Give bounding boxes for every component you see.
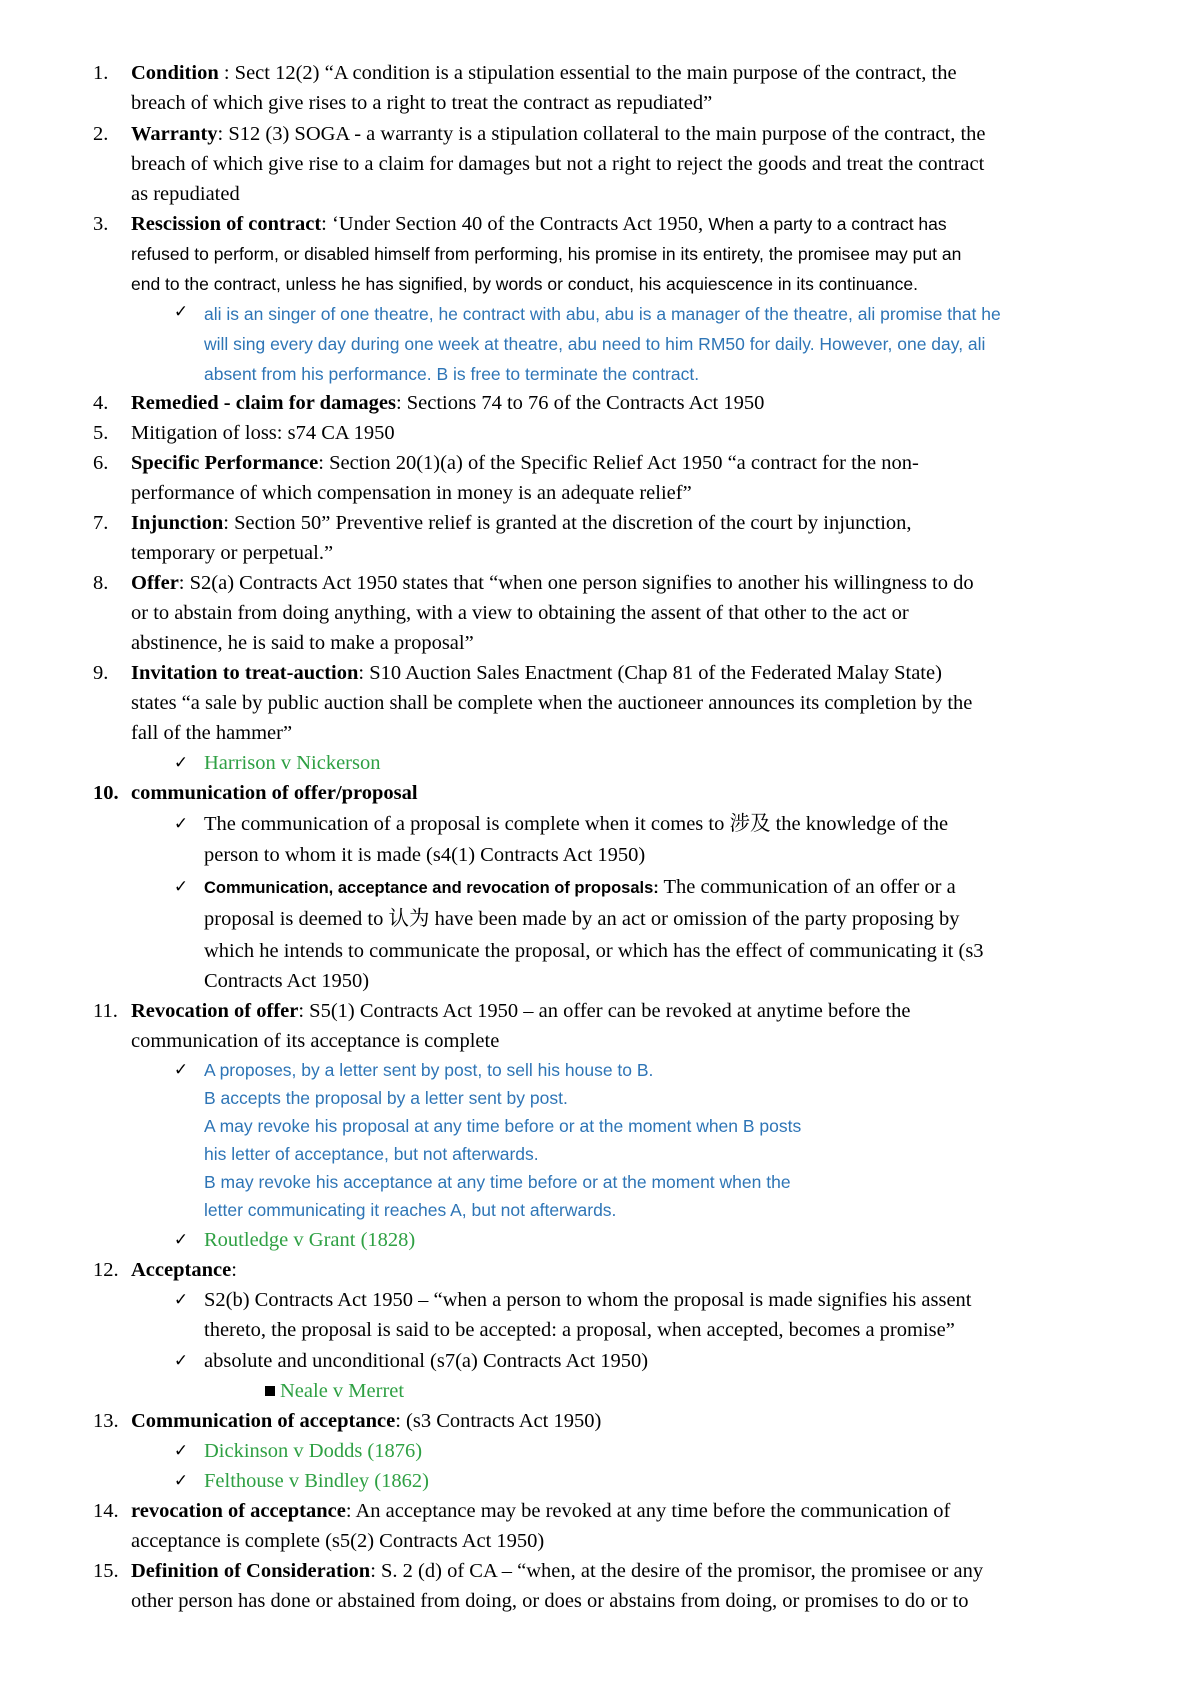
item-text: : S10 Auction Sales Enactment (Chap 81 of the Federated Malay State): [358, 662, 942, 684]
item-text: : (s3 Contracts Act 1950): [395, 1410, 602, 1432]
checkmark-icon: ✓: [173, 302, 189, 322]
checkmark-icon: ✓: [173, 753, 189, 773]
item-number: 10.: [93, 782, 119, 804]
item-text: The communication of a proposal is complete when it comes to 涉及 the knowledge of the: [204, 813, 949, 835]
item-text: S2(b) Contracts Act 1950 – “when a person to whom the proposal is made signifies his assent: [204, 1289, 972, 1311]
item-number: 6.: [93, 452, 109, 474]
checkmark-icon: ✓: [173, 1471, 189, 1491]
item-number: 5.: [93, 422, 109, 444]
item-number: 13.: [93, 1410, 119, 1432]
item-text: person to whom it is made (s4(1) Contracts Act 1950): [204, 844, 646, 866]
example-text: his letter of acceptance, but not afterwards.: [204, 1144, 539, 1164]
item-text: fall of the hammer”: [131, 722, 293, 744]
case-citation: Harrison v Nickerson: [204, 752, 381, 774]
item-text: : S12 (3) SOGA - a warranty is a stipulation collateral to the main purpose of the contract, the: [217, 123, 986, 145]
example-text: letter communicating it reaches A, but not afterwards.: [204, 1200, 617, 1220]
item-text: :: [231, 1259, 237, 1281]
term-heading: Warranty: [131, 123, 218, 145]
item-text: : Section 20(1)(a) of the Specific Relief Act 1950 “a contract for the non-: [318, 452, 919, 474]
term-heading: Revocation of offer: [131, 1000, 299, 1022]
item-text: Contracts Act 1950): [204, 970, 370, 992]
item-text: absolute and unconditional (s7(a) Contracts Act 1950): [204, 1350, 649, 1372]
term-heading: Acceptance: [131, 1259, 232, 1281]
item-text: : S2(a) Contracts Act 1950 states that “when one person signifies to another his willingness to do: [178, 572, 974, 594]
item-text: which he intends to communicate the proposal, or which has the effect of communicating it (s3: [204, 940, 984, 962]
checkmark-icon: ✓: [173, 1060, 189, 1080]
item-text: acceptance is complete (s5(2) Contracts Act 1950): [131, 1530, 545, 1552]
term-heading: Remedied - claim for damages: [131, 392, 396, 414]
item-text: breach of which give rises to a right to treat the contract as repudiated”: [131, 92, 713, 114]
item-text: When a party to a contract has: [708, 214, 947, 234]
checkmark-icon: ✓: [173, 1230, 189, 1250]
item-number: 14.: [93, 1500, 119, 1522]
term-heading: Injunction: [131, 512, 224, 534]
square-bullet-icon: [265, 1386, 275, 1396]
case-citation: Dickinson v Dodds (1876): [204, 1440, 423, 1462]
example-text: A proposes, by a letter sent by post, to sell his house to B.: [204, 1060, 654, 1080]
item-text: or to abstain from doing anything, with a view to obtaining the assent of that other to the act or: [131, 602, 909, 624]
term-heading: Specific Performance: [131, 452, 319, 474]
example-text: A may revoke his proposal at any time before or at the moment when B posts: [204, 1116, 802, 1136]
term-heading: Definition of Consideration: [131, 1560, 371, 1582]
example-text: absent from his performance. B is free to terminate the contract.: [204, 364, 700, 384]
item-text: : Sections 74 to 76 of the Contracts Act 1950: [395, 392, 765, 414]
item-text: end to the contract, unless he has signified, by words or conduct, his acquiescence in its continuance.: [131, 274, 918, 294]
item-text: thereto, the proposal is said to be accepted: a proposal, when accepted, becomes a promise”: [204, 1319, 955, 1341]
term-heading: revocation of acceptance: [131, 1500, 346, 1522]
item-number: 11.: [93, 1000, 118, 1022]
item-text: as repudiated: [131, 183, 240, 205]
item-number: 2.: [93, 123, 109, 145]
term-heading: Rescission of contract: [131, 213, 322, 235]
item-text: breach of which give rise to a claim for damages but not a right to reject the goods and treat the contract: [131, 153, 985, 175]
item-number: 1.: [93, 62, 109, 84]
example-text: B accepts the proposal by a letter sent by post.: [204, 1088, 568, 1108]
item-text: Mitigation of loss: s74 CA 1950: [131, 422, 395, 444]
term-heading: Invitation to treat-auction: [131, 662, 359, 684]
example-text: B may revoke his acceptance at any time before or at the moment when the: [204, 1172, 791, 1192]
term-heading: Condition: [131, 62, 219, 84]
item-text: The communication of an offer or a: [658, 876, 956, 898]
item-number: 4.: [93, 392, 109, 414]
item-text: refused to perform, or disabled himself from performing, his promise in its entirety, the promisee may put an: [131, 244, 962, 264]
term-heading: communication of offer/proposal: [131, 782, 418, 804]
item-text: other person has done or abstained from doing, or does or abstains from doing, or promises to do or to: [131, 1590, 969, 1612]
term-heading: Communication of acceptance: [131, 1410, 396, 1432]
item-text: performance of which compensation in money is an adequate relief”: [131, 482, 692, 504]
item-text: : Sect 12(2) “A condition is a stipulation essential to the main purpose of the contract, the: [218, 62, 957, 84]
item-text: temporary or perpetual.”: [131, 542, 334, 564]
item-number: 8.: [93, 572, 109, 594]
checkmark-icon: ✓: [173, 877, 189, 897]
item-text: abstinence, he is said to make a proposal”: [131, 632, 474, 654]
item-number: 7.: [93, 512, 109, 534]
item-text: states “a sale by public auction shall be complete when the auctioneer announces its completion by the: [131, 692, 973, 714]
item-text: : S. 2 (d) of CA – “when, at the desire of the promisor, the promisee or any: [370, 1560, 984, 1582]
case-citation: Neale v Merret: [280, 1380, 405, 1402]
item-text: proposal is deemed to 认为 have been made by an act or omission of the party proposing by: [204, 908, 960, 930]
case-citation: Felthouse v Bindley (1862): [204, 1470, 429, 1492]
case-citation: Routledge v Grant (1828): [204, 1229, 416, 1251]
item-number: 3.: [93, 213, 109, 235]
item-text: : An acceptance may be revoked at any time before the communication of: [345, 1500, 951, 1522]
item-text: : ‘Under Section 40 of the Contracts Act 1950,: [321, 213, 709, 235]
item-number: 12.: [93, 1259, 119, 1281]
subheading-text: Communication, acceptance and revocation of proposals:: [204, 879, 659, 897]
item-text: : S5(1) Contracts Act 1950 – an offer can be revoked at anytime before the: [298, 1000, 911, 1022]
item-number: 15.: [93, 1560, 119, 1582]
item-number: 9.: [93, 662, 109, 684]
checkmark-icon: ✓: [173, 1290, 189, 1310]
term-heading: Offer: [131, 572, 179, 594]
checkmark-icon: ✓: [173, 1351, 189, 1371]
example-text: ali is an singer of one theatre, he contract with abu, abu is a manager of the theatre, ali promise that he: [204, 304, 1001, 324]
item-text: : Section 50” Preventive relief is granted at the discretion of the court by injunction,: [223, 512, 912, 534]
checkmark-icon: ✓: [173, 814, 189, 834]
example-text: will sing every day during one week at theatre, abu need to him RM50 for daily. However, one day, ali: [204, 334, 986, 354]
item-text: communication of its acceptance is complete: [131, 1030, 500, 1052]
checkmark-icon: ✓: [173, 1441, 189, 1461]
